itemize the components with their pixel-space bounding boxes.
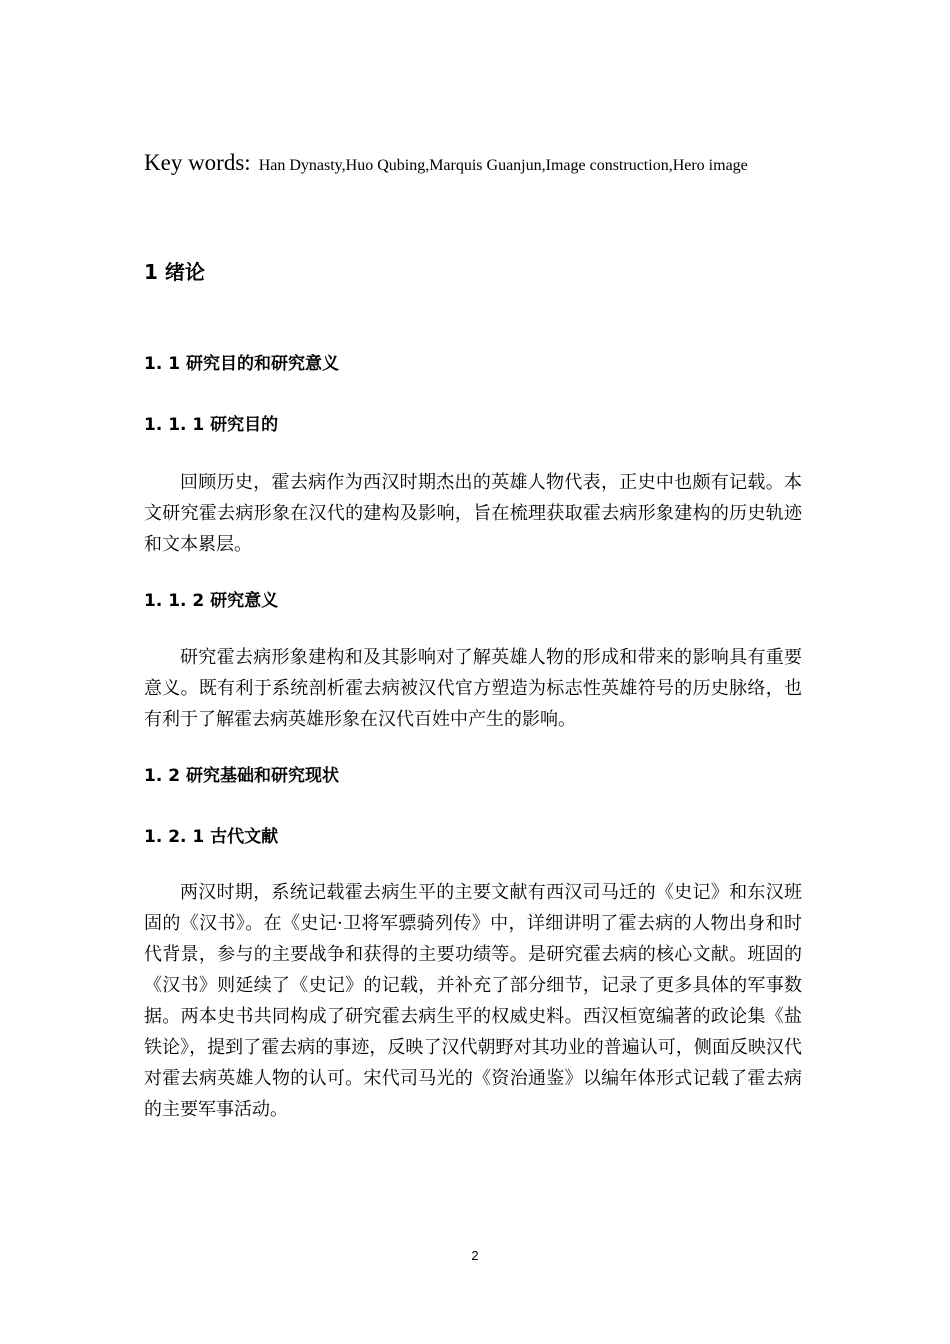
chapter-heading: 1 绪论 xyxy=(144,260,205,284)
section-heading-1-2: 1. 2 研究基础和研究现状 xyxy=(144,766,339,786)
paragraph-research-significance: 研究霍去病形象建构和及其影响对了解英雄人物的形成和带来的影响具有重要意义。既有利于系统剖析霍去病被汉代官方塑造为标志性英雄符号的历史脉络，也有利于了解霍去病英雄形象在汉代百姓中产生的影响。 xyxy=(144,647,802,730)
section-heading-1-1-1: 1. 1. 1 研究目的 xyxy=(144,415,279,435)
page-number: 2 xyxy=(471,1248,479,1263)
keywords-label: Key words: xyxy=(144,150,251,175)
keywords-line xyxy=(144,150,844,176)
keywords-text: Han Dynasty,Huo Qubing,Marquis Guanjun,Image construction,Hero image xyxy=(258,157,748,174)
section-heading-1-1: 1. 1 研究目的和研究意义 xyxy=(144,354,339,374)
section-heading-1-2-1: 1. 2. 1 古代文献 xyxy=(144,827,279,847)
section-heading-1-1-2: 1. 1. 2 研究意义 xyxy=(144,591,279,611)
paragraph-research-purpose: 回顾历史，霍去病作为西汉时期杰出的英雄人物代表，正史中也颇有记载。本文研究霍去病形象在汉代的建构及影响，旨在梳理获取霍去病形象建构的历史轨迹和文本累层。 xyxy=(144,472,802,555)
paragraph-ancient-literature: 两汉时期，系统记载霍去病生平的主要文献有西汉司马迁的《史记》和东汉班固的《汉书》。在《史记·卫将军骠骑列传》中，详细讲明了霍去病的人物出身和时代背景，参与的主要战争和获得的主要功绩等。是研究霍去病的核心文献。班固的《汉书》则延续了《史记》的记载，并补充了部分细节，记录了更多具体的军事数据。两本史书共同构成了研究霍去病生平的权威史料。西汉桓宽编著的政论集《盐铁论》，提到了霍去病的事迹，反映了汉代朝野对其功业的普遍认可，侧面反映汉代对霍去病英雄人物的认可。宋代司马光的《资治通鉴》以编年体形式记载了霍去病的主要军事活动。 xyxy=(144,882,802,1120)
